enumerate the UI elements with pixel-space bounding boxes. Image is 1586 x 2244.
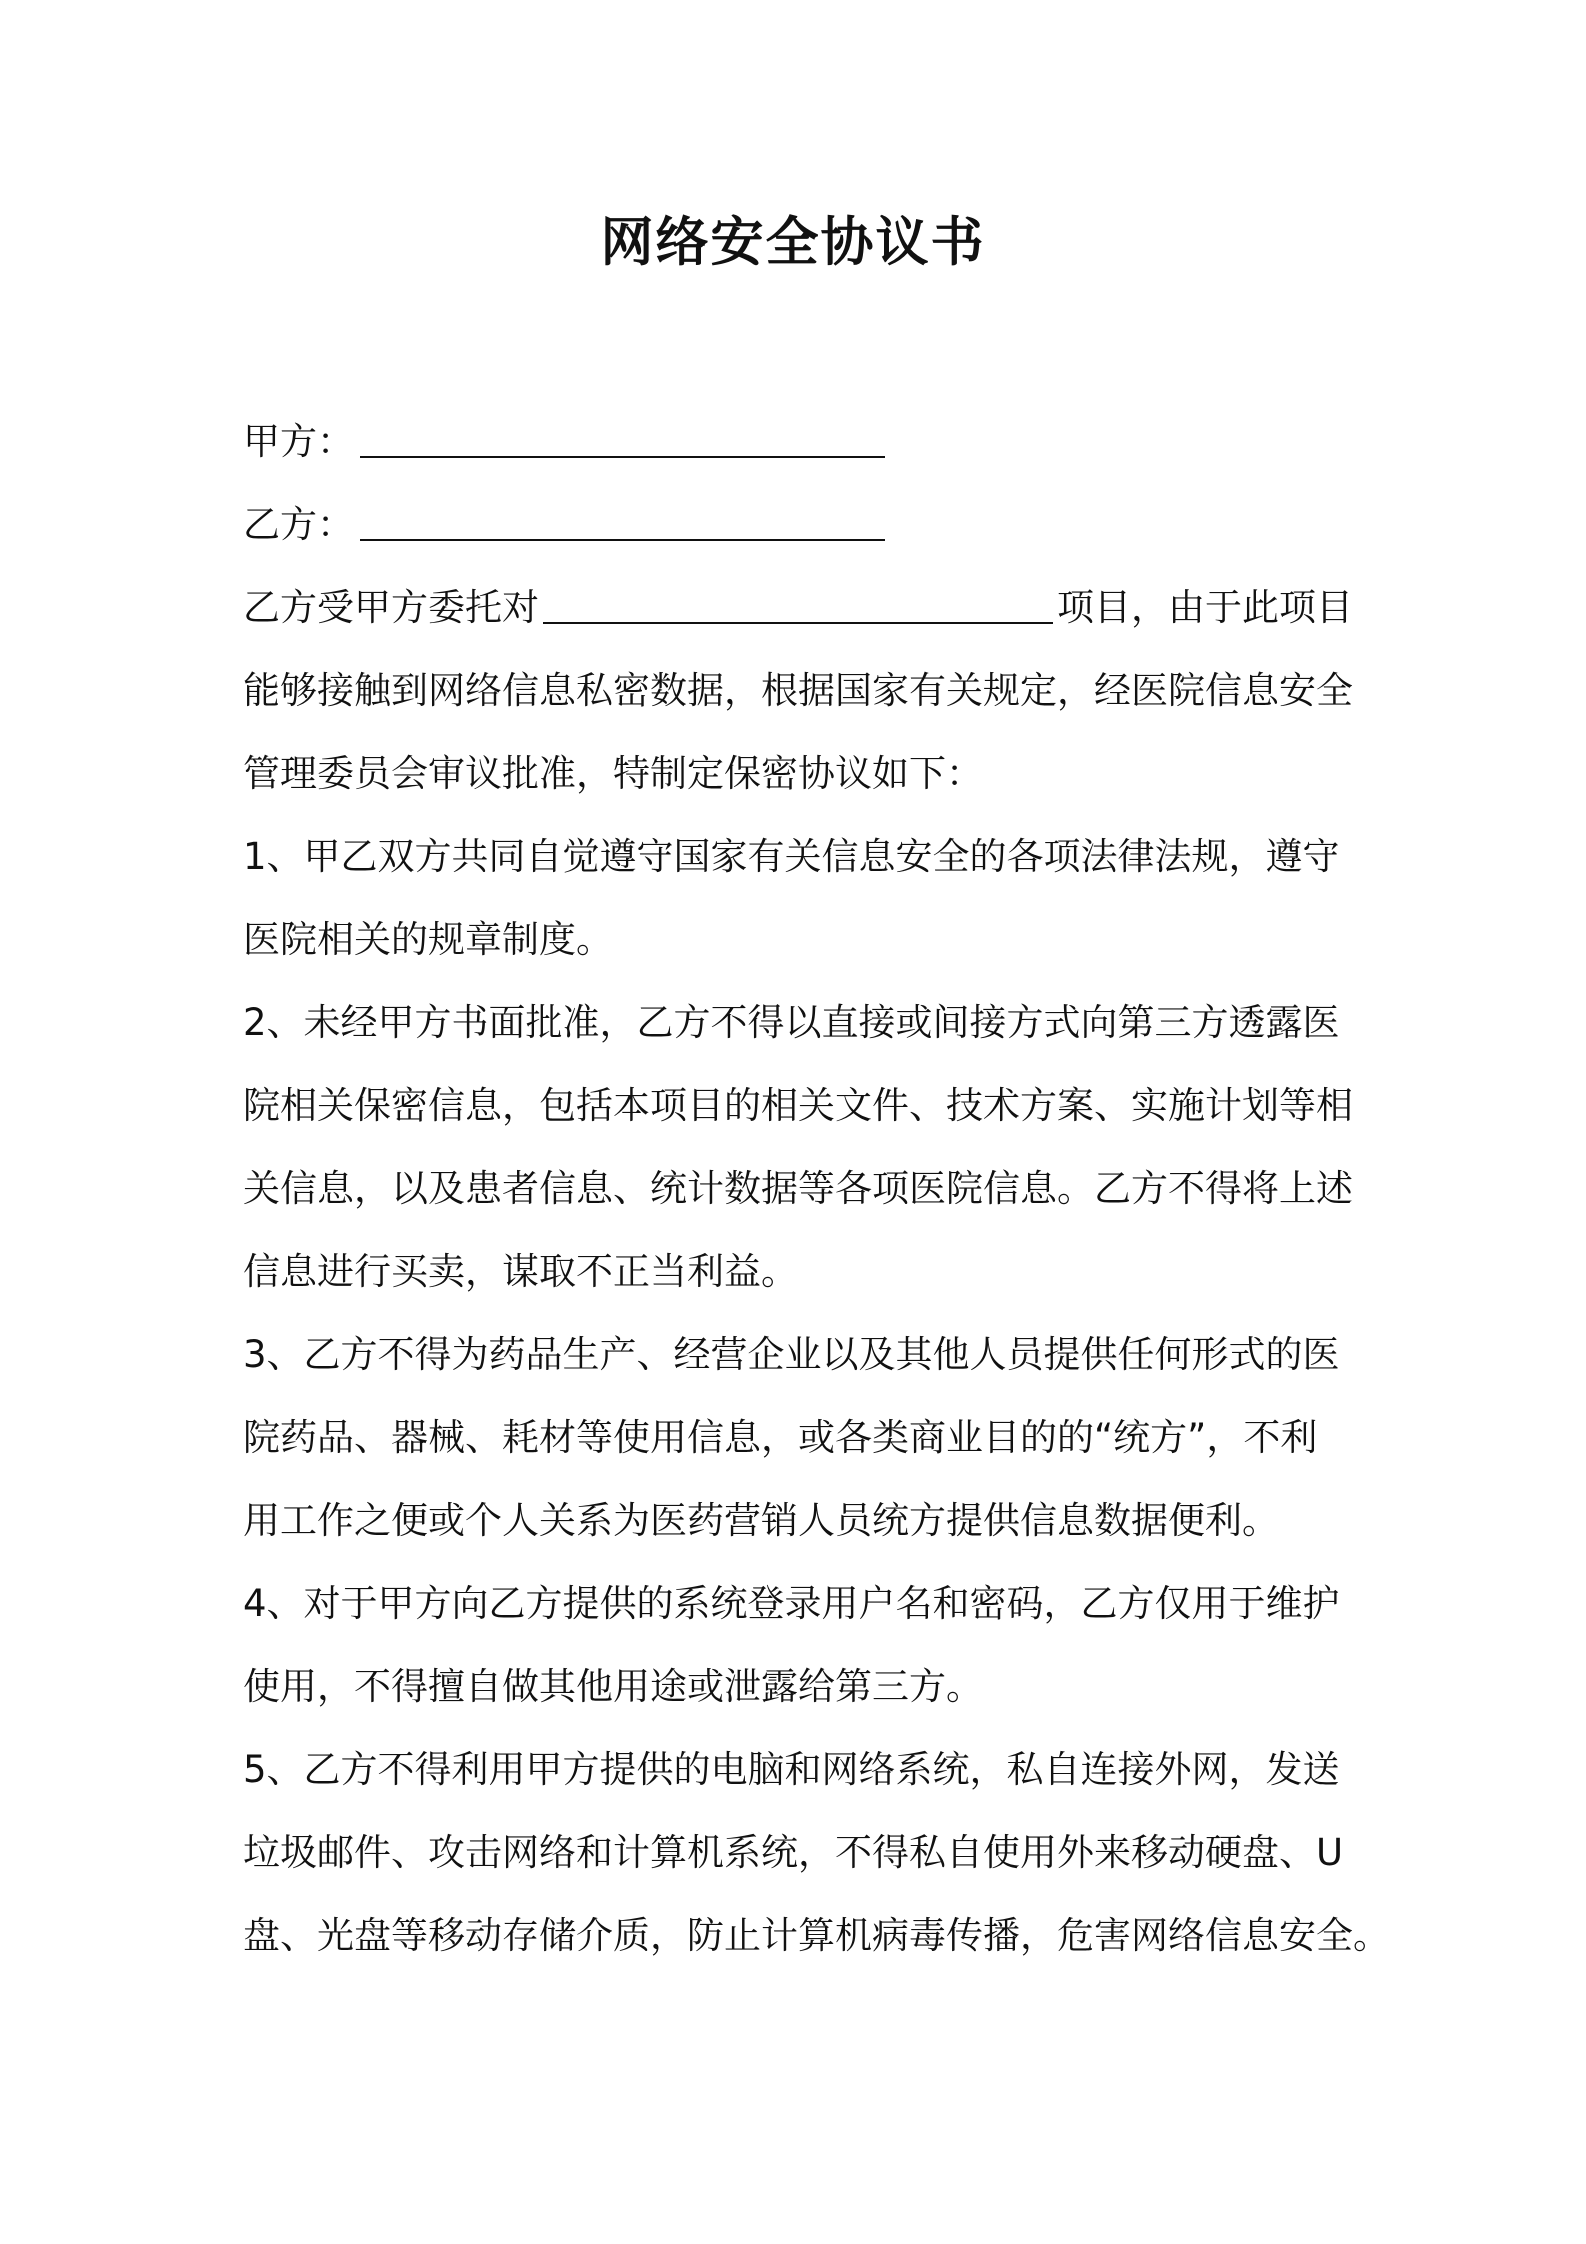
clause-2-line-2: 院相关保密信息，包括本项目的相关文件、技术方案、实施计划等相: [243, 1084, 1353, 1127]
project-blank: [543, 586, 1053, 624]
document-title: 网络安全协议书: [600, 212, 986, 273]
clause-2-line-1: 2、未经甲方书面批准，乙方不得以直接或间接方式向第三方透露医: [243, 1001, 1340, 1044]
party-b-label: 乙方：: [243, 503, 354, 546]
clause-3-line-1: 3、乙方不得为药品生产、经营企业以及其他人员提供任何形式的医: [243, 1333, 1340, 1376]
clause-5-line-1: 5、乙方不得利用甲方提供的电脑和网络系统，私自连接外网，发送: [243, 1748, 1340, 1791]
clause-2-line-4: 信息进行买卖，谋取不正当利益。: [243, 1250, 798, 1293]
party-a-label: 甲方：: [243, 420, 354, 463]
document-body: [243, 400, 1390, 1977]
clause-2-line-3: 关信息，以及患者信息、统计数据等各项医院信息。乙方不得将上述: [243, 1167, 1353, 1210]
clause-1-line-1: 1、甲乙双方共同自觉遵守国家有关信息安全的各项法律法规，遵守: [243, 835, 1340, 878]
party-b-blank: [360, 503, 885, 541]
clause-4-line-1: 4、对于甲方向乙方提供的系统登录用户名和密码，乙方仅用于维护: [243, 1582, 1340, 1625]
clause-5-line-3: 盘、光盘等移动存储介质，防止计算机病毒传播，危害网络信息安全。: [243, 1914, 1390, 1957]
clause-5-line-2: 垃圾邮件、攻击网络和计算机系统，不得私自使用外来移动硬盘、U: [243, 1831, 1344, 1874]
clause-4-line-2: 使用，不得擅自做其他用途或泄露给第三方。: [243, 1665, 983, 1708]
intro-prefix: 乙方受甲方委托对: [243, 586, 539, 629]
intro-line-3: 管理委员会审议批准，特制定保密协议如下：: [243, 752, 983, 795]
party-a-line: [243, 400, 1353, 483]
clause-3-line-2: 院药品、器械、耗材等使用信息，或各类商业目的的“统方”，不利: [243, 1416, 1318, 1459]
clause-1-line-2: 医院相关的规章制度。: [243, 918, 613, 961]
intro-line-1: [243, 566, 1353, 649]
party-a-blank: [360, 420, 885, 458]
intro-line-2: 能够接触到网络信息私密数据，根据国家有关规定，经医院信息安全: [243, 669, 1353, 712]
party-b-line: [243, 483, 1353, 566]
intro-suffix: 项目，由于此项目: [1057, 586, 1353, 629]
clause-3-line-3: 用工作之便或个人关系为医药营销人员统方提供信息数据便利。: [243, 1499, 1279, 1542]
